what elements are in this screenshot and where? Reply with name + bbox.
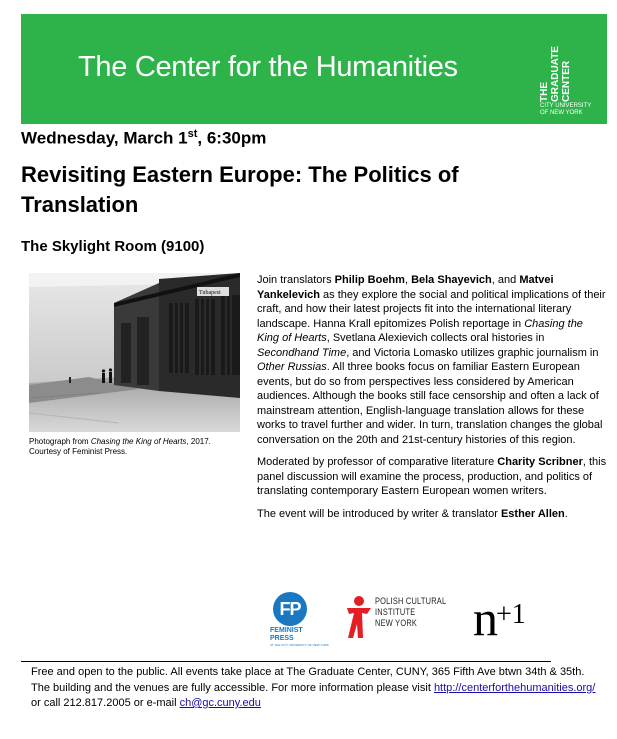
n1-plus: +1 <box>496 599 526 630</box>
text-segment: Moderated by professor of comparative literature <box>257 456 498 468</box>
footer-text: Free and open to the public. All events take place at The Graduate Center, CUNY, 365 Fifth Ave btwn 34th & 35th. The building and the venues are fully accessible. For more information please visit <box>31 666 585 694</box>
footer-divider <box>21 661 551 662</box>
polish-cultural-institute-logo <box>345 594 455 644</box>
text-segment: as they explore the social and political implications of their craft, and how their latest projects fit into the international literary landscape. Hanna Krall epitomizes Polish reportage in <box>257 288 606 330</box>
event-description <box>257 273 607 529</box>
photo-caption <box>29 437 240 457</box>
email-link[interactable]: ch@gc.cuny.edu <box>179 697 261 709</box>
logo-sub-line1: CITY UNIVERSITY <box>540 103 592 109</box>
caption-suffix: , 2017. Courtesy of Feminist Press. <box>29 437 211 456</box>
description-paragraph-1 <box>257 273 607 447</box>
date-ordinal: st <box>187 128 198 140</box>
pci-line2: INSTITUTE <box>375 607 416 618</box>
pci-line1: POLISH CULTURAL <box>375 596 447 607</box>
footer-text: or call 212.817.2005 or e-mail <box>31 697 180 709</box>
fp-small-text: AT THE CITY UNIVERSITY OF NEW YORK <box>270 643 329 647</box>
header-banner <box>21 14 607 124</box>
text-segment: , Svetlana Alexievich collects oral histories in <box>326 332 545 344</box>
graduate-center-logo <box>540 36 600 120</box>
text-segment: The event will be introduced by writer & translator <box>257 507 501 520</box>
event-date <box>21 128 266 149</box>
logo-subtitle <box>540 103 591 117</box>
translator-name: Philip Boehm <box>334 274 405 286</box>
pci-figure-icon <box>345 594 373 640</box>
fp-wordmark <box>270 627 303 642</box>
logo-line-graduate: GRADUATE <box>550 46 561 102</box>
text-segment: Join translators <box>257 274 335 286</box>
text-segment: , <box>404 274 412 286</box>
text-segment: . <box>564 507 568 520</box>
translator-name: Matvei Yankelevich <box>257 274 554 301</box>
text-segment: , and <box>491 274 520 286</box>
feminist-press-logo <box>268 590 329 650</box>
footer-info <box>31 665 601 712</box>
introducer-name: Esther Allen <box>500 507 565 520</box>
caption-prefix: Photograph from <box>29 437 91 446</box>
logo-sub-line2: OF NEW YORK <box>540 110 583 116</box>
banner-title: The Center for the Humanities <box>78 51 458 83</box>
event-time: , 6:30pm <box>197 128 267 148</box>
text-segment: , and Victoria Lomasko utilizes graphic journalism in <box>346 346 599 359</box>
sponsor-logos <box>268 590 598 650</box>
event-photo <box>29 273 240 432</box>
description-paragraph-3 <box>257 507 607 522</box>
book-title: Chasing the King of Hearts <box>257 317 583 344</box>
fp-circle: FP <box>273 592 307 626</box>
event-venue: The Skylight Room (9100) <box>21 238 205 255</box>
description-paragraph-2 <box>257 455 607 499</box>
fp-line1: FEMINIST <box>270 627 303 634</box>
station-sign-text: Tubapest <box>199 290 221 296</box>
book-title: Other Russias <box>257 361 327 373</box>
n1-letter: n <box>473 590 496 646</box>
logo-line-the: THE <box>539 82 550 102</box>
book-title: Secondhand Time <box>257 346 347 359</box>
n-plus-one-logo <box>473 590 526 646</box>
translator-name: Bela Shayevich <box>411 274 492 286</box>
moderator-name: Charity Scribner <box>497 456 583 468</box>
event-title: Revisiting Eastern Europe: The Politics of Translation <box>21 162 459 217</box>
train-station-photo <box>29 273 240 432</box>
website-link[interactable]: http://centerforthehumanities.org/ <box>433 681 596 694</box>
text-segment: . All three books focus on familiar Eastern European events, but do so from perspectives less considered by American audiences. Although the books still face censorship and often a lack of mainstream attention, English-language translation allows for these works to travel further and wider. In turn, translation changes the global conversation on the 20th and 21st-century histories of this region. <box>257 361 603 446</box>
logo-line-center: CENTER <box>561 60 572 102</box>
text-segment: , this panel discussion will examine the process, production, and politics of translating contemporary Eastern European women writers. <box>257 456 607 497</box>
pci-wordmark <box>375 596 446 629</box>
date-text: Wednesday, March 1 <box>21 128 188 148</box>
caption-book-title: Chasing the King of Hearts <box>90 437 187 446</box>
pci-line3: NEW YORK <box>375 618 418 629</box>
fp-line2: PRESS <box>270 634 294 642</box>
